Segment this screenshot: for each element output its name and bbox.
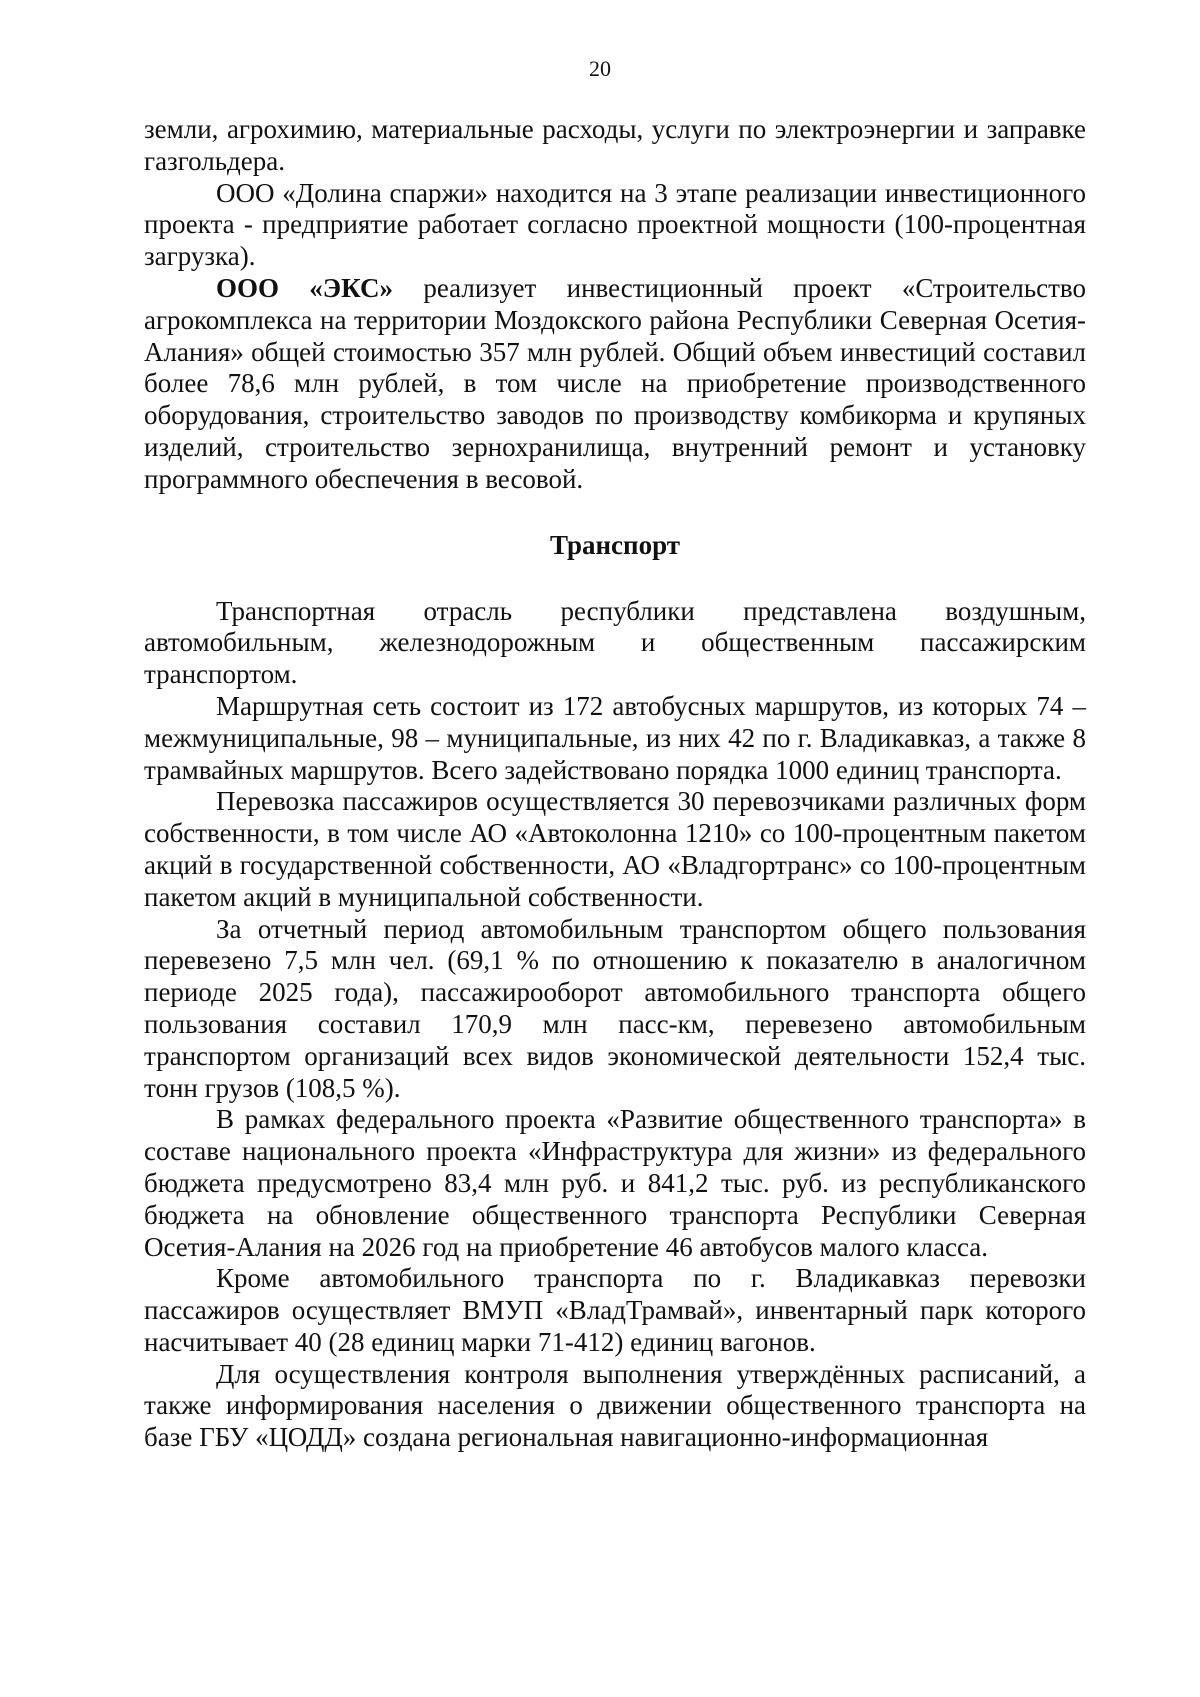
paragraph-continuation: земли, агрохимию, материальные расходы, услуги по электроэнергии и заправке газгольдера. [144,114,1086,176]
paragraph-eks [144,273,1086,496]
paragraph-route-network: Маршрутная сеть состоит из 172 автобусных маршрутов, из которых 74 – межмуниципальные, 98 – муниципальные, из них 42 по г. Владикавказ, а также 8 трамвайных маршрутов. Всего задействовано порядка 1000 единиц транспорта. [144,690,1086,785]
company-name-bold: ООО «ЭКС» [216,272,394,303]
paragraph-passenger-statistics: За отчетный период автомобильным транспортом общего пользования перевезено 7,5 млн чел. (69,1 % по отношению к показателю в аналогичном периоде 2025 года), пассажирооборот автомобильного транспорта общего пользования составил 170,9 млн пасс-км, перевезено автомобильным транспортом организаций всех видов экономической деятельности 152,4 тыс. тонн грузов (108,5 %). [144,913,1086,1103]
paragraph-eks-text: реализует инвестиционный проект «Строительство агрокомплекса на территории Моздокского района Республики Северная Осетия-Алания» общей стоимостью 357 млн рублей. Общий объем инвестиций составил более 78,6 млн рублей, в том числе на приобретение производственного оборудования, строительство заводов по производству комбикорма и крупяных изделий, строительство зернохранилища, внутренний ремонт и установку программного обеспечения в весовой. [144,272,1086,494]
paragraph-carriers: Перевозка пассажиров осуществляется 30 перевозчиками различных форм собственности, в том числе АО «Автоколонна 1210» со 100-процентным пакетом акций в государственной собственности, АО «Владгортранс» со 100-процентным пакетом акций в муниципальной собственности. [144,786,1086,912]
paragraph-dolina-sparzhi: ООО «Долина спаржи» находится на 3 этапе реализации инвестиционного проекта - предприятие работает согласно проектной мощности (100-процентная загрузка). [144,177,1086,272]
paragraph-transport-sector: Транспортная отрасль республики представлена воздушным, автомобильным, железнодорожным и общественным пассажирским транспортом. [144,595,1086,690]
paragraph-control-system: Для осуществления контроля выполнения утверждённых расписаний, а также информирования населения о движении общественного транспорта на базе ГБУ «ЦОДД» создана региональная навигационно-информационная [144,1358,1086,1453]
page-number: 20 [589,56,611,81]
section-heading: Транспорт [549,529,681,560]
paragraph-tram: Кроме автомобильного транспорта по г. Владикавказ перевозки пассажиров осуществляет ВМУП «ВладТрамвай», инвентарный парк которого насчитывает 40 (28 единиц марки 71-412) единиц вагонов. [144,1263,1086,1357]
paragraph-federal-project: В рамках федерального проекта «Развитие общественного транспорта» в составе национального проекта «Инфраструктура для жизни» из федерального бюджета предусмотрено 83,4 млн руб. и 841,2 тыс. руб. из республиканского бюджета на обновление общественного транспорта Республики Северная Осетия-Алания на 2026 год на приобретение 46 автобусов малого класса. [144,1104,1086,1262]
document-body [144,114,1086,1454]
